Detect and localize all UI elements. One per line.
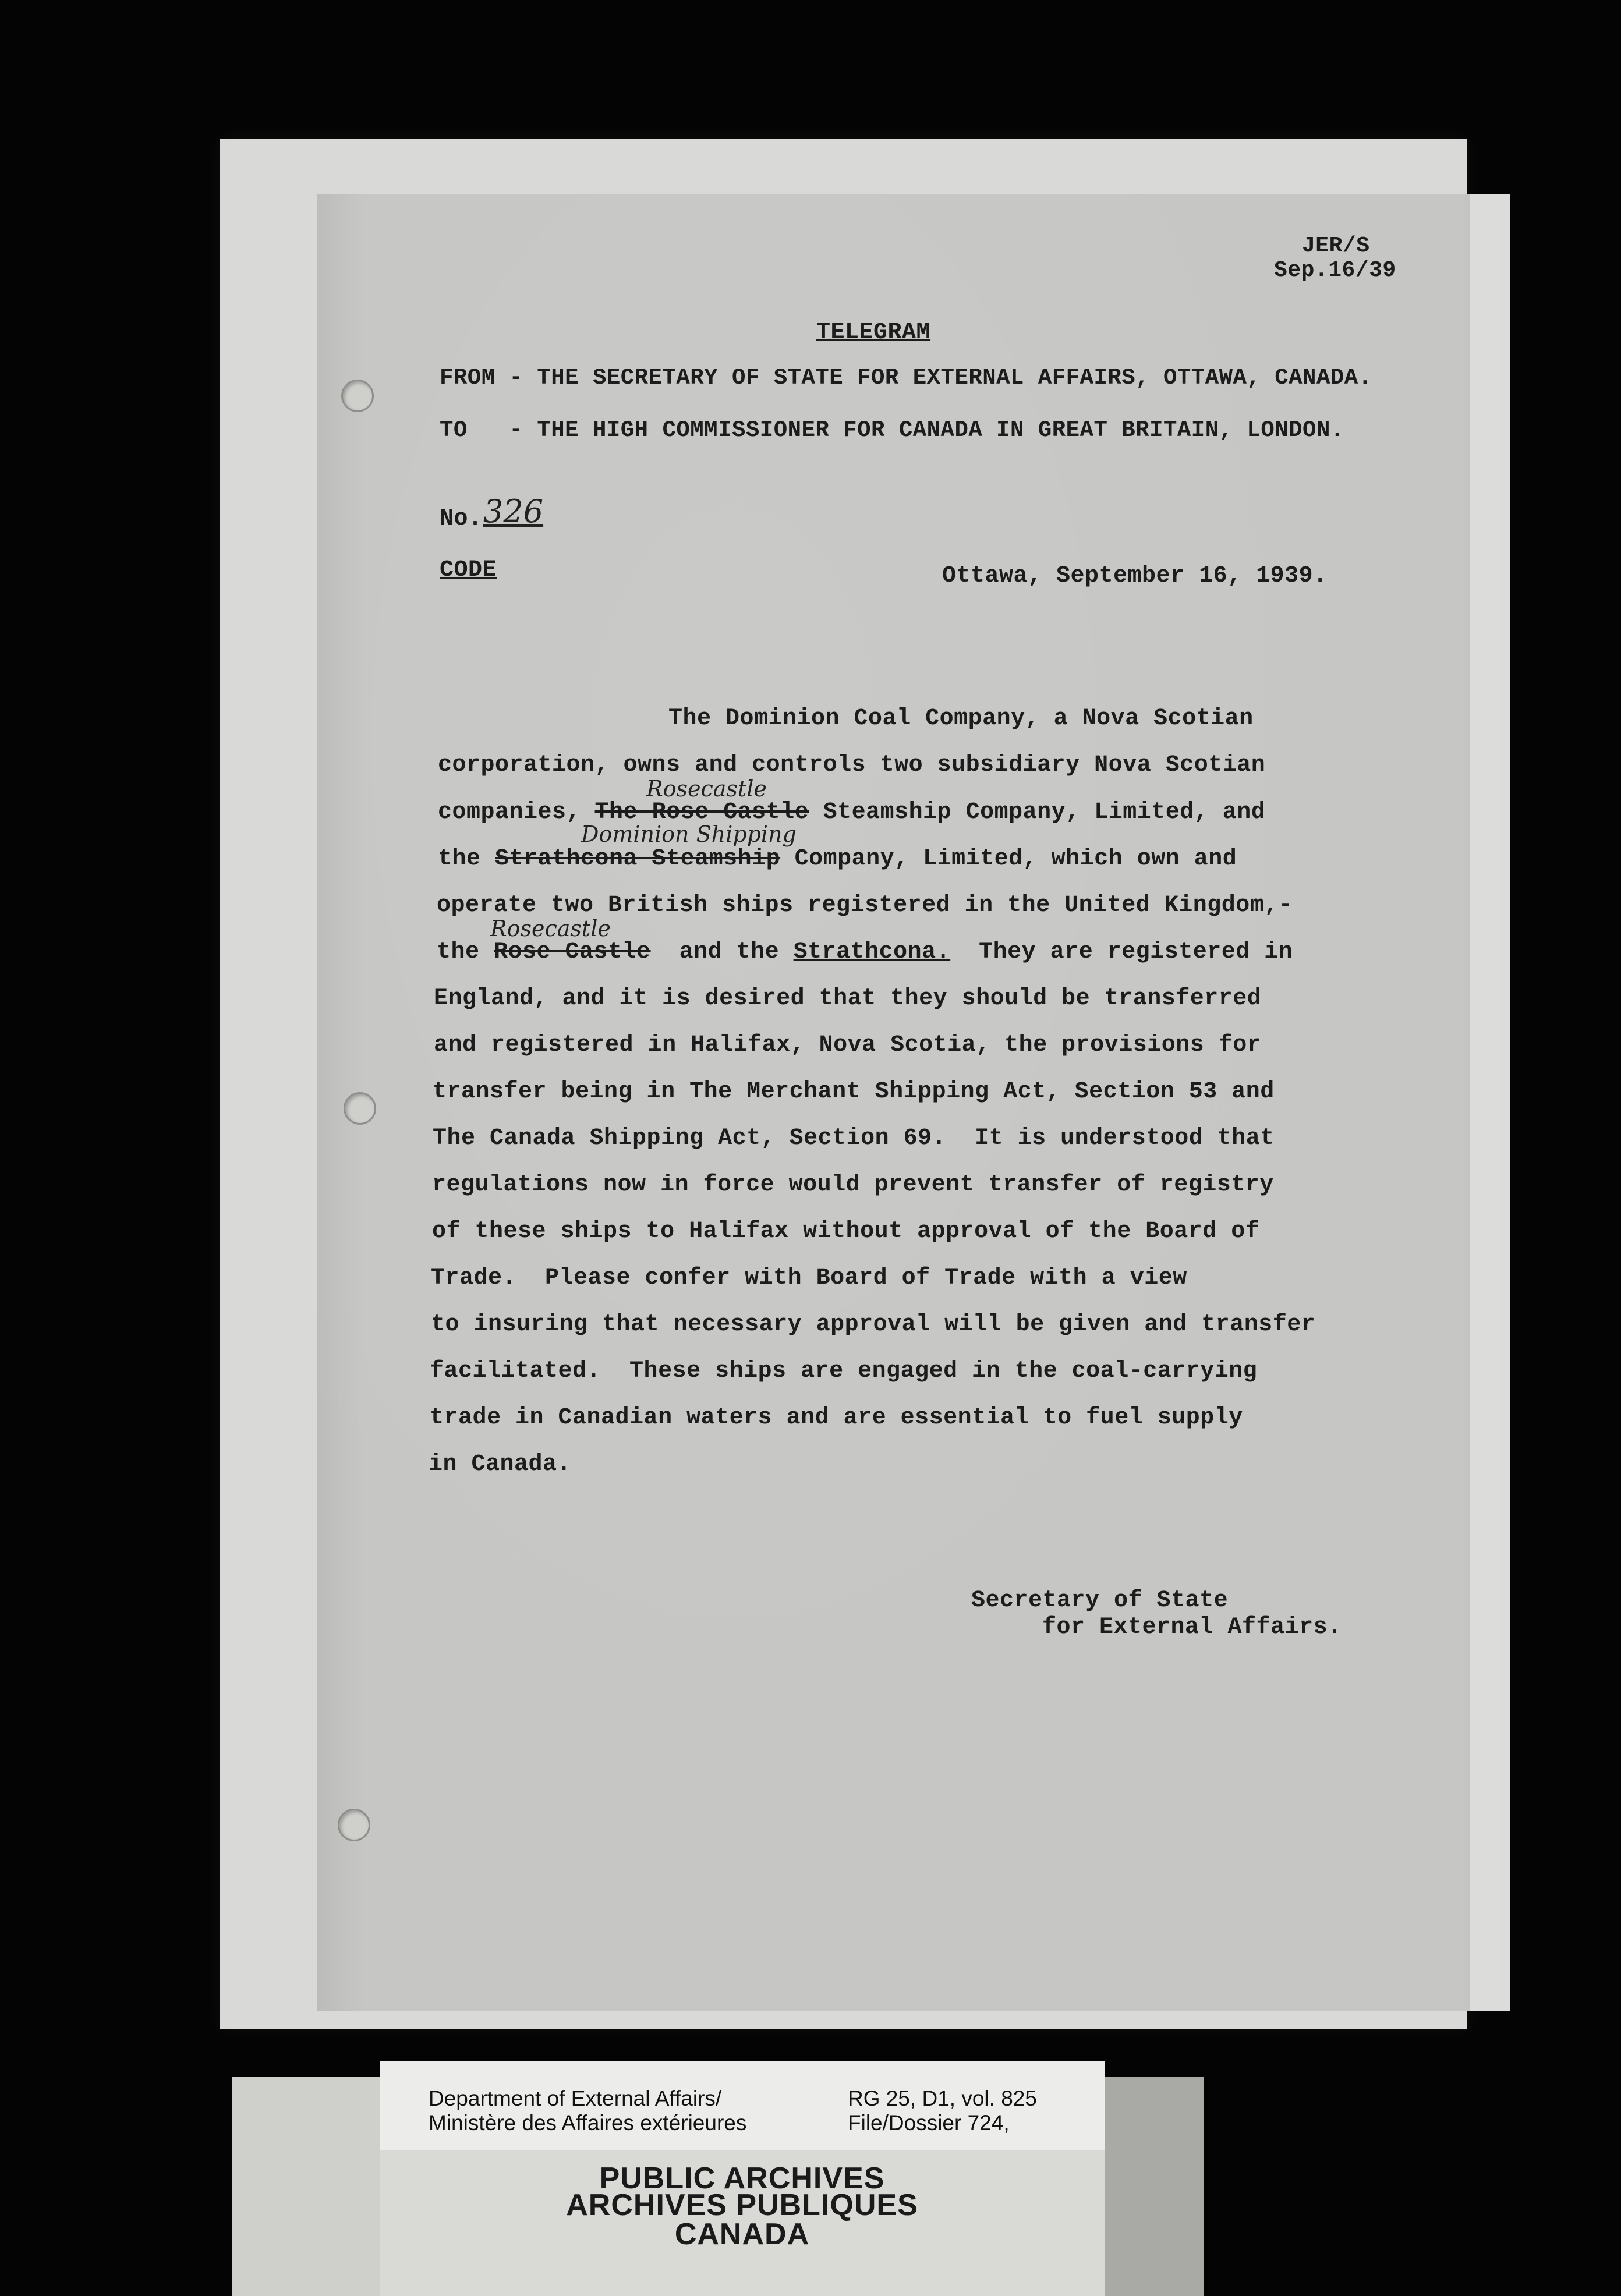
punch-hole-icon	[338, 1809, 370, 1841]
document-title: TELEGRAM	[816, 320, 931, 346]
signature-line-2: for External Affairs.	[1042, 1614, 1342, 1640]
body-line: The Canada Shipping Act, Section 69. It is understood that	[433, 1125, 1275, 1151]
body-line: operate two British ships registered in the United Kingdom,-	[437, 892, 1293, 919]
stamp-line-2: ARCHIVES PUBLIQUES	[566, 2188, 918, 2222]
code-label: CODE	[440, 557, 497, 583]
body-line: trade in Canadian waters and are essential to fuel supply	[430, 1405, 1243, 1431]
stamp-line-1: PUBLIC ARCHIVES	[599, 2162, 885, 2195]
body-line: facilitated. These ships are engaged in the coal-carrying	[430, 1358, 1258, 1384]
body-line: companies, The Rose Castle Steamship Company, Limited, and	[438, 799, 1266, 825]
handwritten-correction: Rosecastle	[646, 776, 767, 802]
department-english: Department of External Affairs/	[429, 2086, 722, 2110]
file-number: File/Dossier 724,	[848, 2111, 1010, 2135]
handwritten-correction: Dominion Shipping	[581, 821, 797, 847]
body-line: to insuring that necessary approval will be given and transfer	[431, 1312, 1316, 1338]
page-edge	[1470, 194, 1510, 2011]
record-group: RG 25, D1, vol. 825	[848, 2086, 1037, 2110]
body-line: corporation, owns and controls two subsidiary Nova Scotian	[438, 752, 1266, 778]
department-french: Ministère des Affaires extérieures	[429, 2111, 747, 2135]
body-line: England, and it is desired that they should be transferred	[434, 986, 1262, 1012]
handwritten-number: 326	[483, 493, 544, 530]
body-line: transfer being in The Merchant Shipping Act, Section 53 and	[433, 1079, 1275, 1105]
body-line: the Strathcona Steamship Company, Limited, which own and	[438, 846, 1237, 872]
punch-hole-icon	[344, 1092, 376, 1125]
body-line: Trade. Please confer with Board of Trade with a view	[431, 1265, 1187, 1291]
reference-date: Sep.16/39	[1274, 258, 1396, 283]
handwritten-correction: Rosecastle	[490, 916, 611, 941]
punch-hole-icon	[341, 380, 374, 412]
underlined-text: Strathcona.	[793, 939, 951, 965]
body-line: in Canada.	[429, 1451, 572, 1477]
signature-line-1: Secretary of State	[971, 1588, 1229, 1614]
struck-text: Strathcona Steamship	[495, 846, 781, 872]
body-line: of these ships to Halifax without approval of the Board of	[432, 1218, 1260, 1245]
to-line: TO - THE HIGH COMMISSIONER FOR CANADA IN GREAT BRITAIN, LONDON.	[440, 417, 1344, 443]
reference-initials: JER/S	[1302, 233, 1370, 258]
body-line: and registered in Halifax, Nova Scotia, the provisions for	[434, 1032, 1262, 1058]
place-date: Ottawa, September 16, 1939.	[942, 563, 1328, 589]
from-line: FROM - THE SECRETARY OF STATE FOR EXTERNAL AFFAIRS, OTTAWA, CANADA.	[440, 365, 1372, 391]
body-line: the Rose Castle and the Strathcona. They are registered in	[437, 939, 1293, 965]
struck-text: The Rose Castle	[594, 799, 809, 825]
body-line: regulations now in force would prevent transfer of registry	[432, 1172, 1274, 1198]
struck-text: Rose Castle	[494, 939, 651, 965]
number-label: No.	[440, 506, 483, 532]
stamp-line-3: CANADA	[674, 2217, 810, 2251]
archive-tab-shadow	[1088, 2077, 1204, 2296]
body-line: The Dominion Coal Company, a Nova Scotian	[668, 706, 1254, 732]
